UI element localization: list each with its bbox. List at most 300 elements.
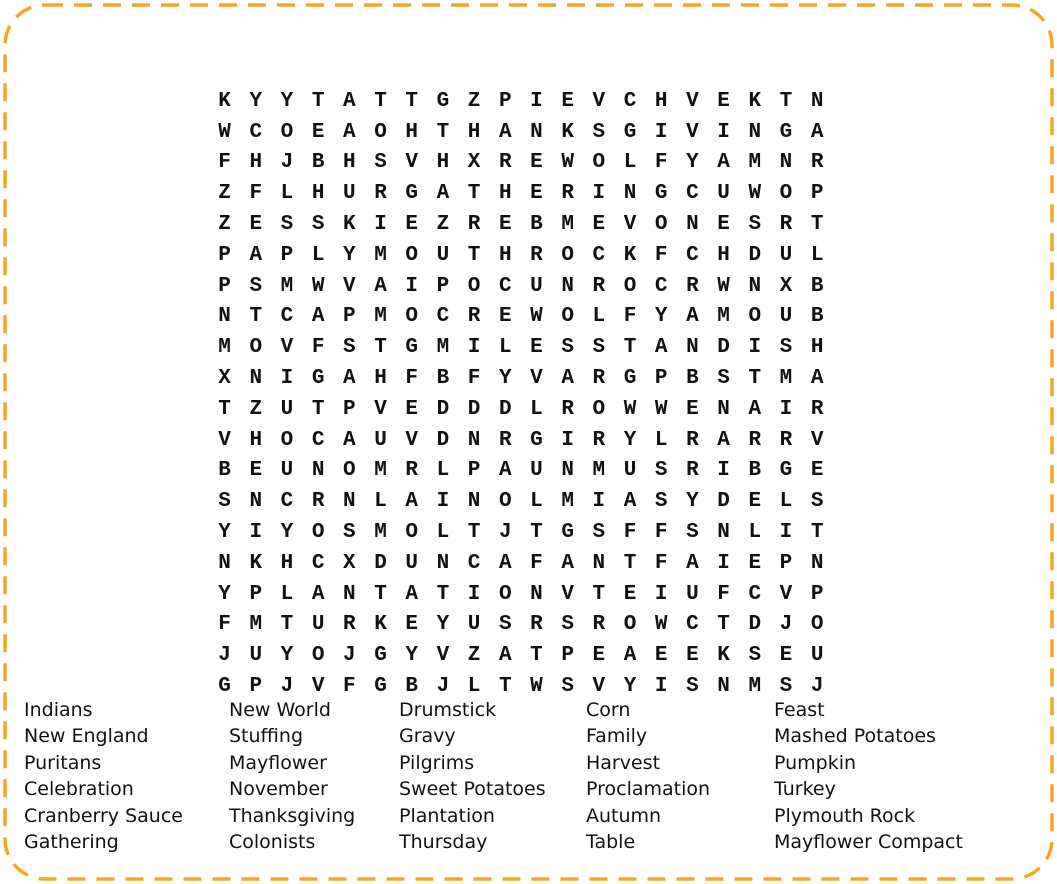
grid-letter[interactable]: A bbox=[686, 551, 699, 575]
grid-letter[interactable]: V bbox=[686, 89, 699, 113]
grid-letter[interactable]: P bbox=[810, 182, 824, 206]
grid-letter[interactable]: T bbox=[218, 397, 231, 421]
grid-letter[interactable]: M bbox=[280, 274, 294, 298]
grid-letter[interactable]: O bbox=[343, 459, 356, 483]
grid-letter[interactable]: W bbox=[654, 613, 668, 637]
grid-letter[interactable]: H bbox=[810, 336, 824, 360]
grid-letter[interactable]: J bbox=[280, 151, 294, 175]
grid-letter[interactable]: V bbox=[311, 675, 325, 699]
grid-letter[interactable]: L bbox=[592, 305, 606, 329]
grid-letter[interactable]: I bbox=[592, 182, 606, 206]
grid-letter[interactable]: R bbox=[467, 213, 481, 237]
grid-letter[interactable]: D bbox=[748, 243, 762, 267]
grid-letter[interactable]: V bbox=[779, 582, 793, 606]
grid-letter[interactable]: V bbox=[530, 367, 543, 391]
grid-letter[interactable]: B bbox=[810, 274, 824, 298]
grid-letter[interactable]: K bbox=[717, 644, 730, 668]
grid-letter[interactable]: N bbox=[686, 336, 699, 360]
grid-letter[interactable]: U bbox=[280, 397, 294, 421]
grid-letter[interactable]: E bbox=[686, 397, 699, 421]
grid-letter[interactable]: C bbox=[311, 551, 325, 575]
grid-letter[interactable]: U bbox=[343, 182, 356, 206]
grid-letter[interactable]: O bbox=[654, 213, 668, 237]
grid-letter[interactable]: P bbox=[561, 644, 574, 668]
grid-letter[interactable]: R bbox=[592, 367, 606, 391]
grid-letter[interactable]: S bbox=[561, 675, 574, 699]
grid-letter[interactable]: V bbox=[592, 89, 606, 113]
grid-letter[interactable]: I bbox=[405, 274, 419, 298]
grid-letter[interactable]: O bbox=[592, 151, 606, 175]
grid-letter[interactable]: H bbox=[280, 551, 294, 575]
grid-letter[interactable]: V bbox=[686, 120, 699, 144]
grid-letter[interactable]: L bbox=[530, 490, 543, 514]
grid-letter[interactable]: U bbox=[280, 459, 294, 483]
grid-letter[interactable]: N bbox=[218, 551, 231, 575]
grid-letter[interactable]: T bbox=[436, 582, 450, 606]
grid-letter[interactable]: H bbox=[249, 428, 263, 452]
grid-letter[interactable]: I bbox=[467, 582, 481, 606]
grid-letter[interactable]: S bbox=[561, 336, 574, 360]
grid-letter[interactable]: F bbox=[654, 243, 668, 267]
grid-letter[interactable]: S bbox=[654, 490, 668, 514]
grid-letter[interactable]: B bbox=[686, 367, 699, 391]
grid-letter[interactable]: A bbox=[374, 274, 387, 298]
grid-letter[interactable]: S bbox=[374, 151, 387, 175]
grid-letter[interactable]: C bbox=[498, 274, 512, 298]
grid-letter[interactable]: U bbox=[686, 582, 699, 606]
grid-letter[interactable]: W bbox=[218, 120, 231, 144]
grid-letter[interactable]: A bbox=[561, 551, 574, 575]
grid-letter[interactable]: Y bbox=[436, 613, 450, 637]
grid-letter[interactable]: A bbox=[810, 367, 824, 391]
grid-letter[interactable]: K bbox=[561, 120, 574, 144]
grid-letter[interactable]: O bbox=[623, 613, 637, 637]
grid-letter[interactable]: P bbox=[343, 397, 356, 421]
grid-letter[interactable]: J bbox=[343, 644, 356, 668]
grid-letter[interactable]: M bbox=[748, 151, 762, 175]
grid-letter[interactable]: G bbox=[779, 459, 793, 483]
grid-letter[interactable]: R bbox=[561, 397, 574, 421]
grid-letter[interactable]: E bbox=[654, 644, 668, 668]
grid-letter[interactable]: D bbox=[748, 613, 762, 637]
grid-letter[interactable]: R bbox=[498, 151, 512, 175]
grid-letter[interactable]: N bbox=[810, 89, 824, 113]
grid-letter[interactable]: B bbox=[810, 305, 824, 329]
grid-letter[interactable]: D bbox=[374, 551, 387, 575]
grid-letter[interactable]: N bbox=[748, 274, 762, 298]
grid-letter[interactable]: H bbox=[436, 151, 450, 175]
grid-letter[interactable]: K bbox=[218, 89, 231, 113]
grid-letter[interactable]: C bbox=[436, 305, 450, 329]
grid-letter[interactable]: E bbox=[405, 613, 419, 637]
grid-letter[interactable]: A bbox=[405, 490, 419, 514]
grid-letter[interactable]: A bbox=[498, 459, 512, 483]
grid-letter[interactable]: V bbox=[280, 336, 294, 360]
grid-letter[interactable]: U bbox=[436, 243, 450, 267]
grid-letter[interactable]: S bbox=[748, 213, 762, 237]
grid-letter[interactable]: S bbox=[810, 490, 824, 514]
grid-letter[interactable]: D bbox=[467, 397, 481, 421]
grid-letter[interactable]: O bbox=[498, 582, 512, 606]
grid-letter[interactable]: I bbox=[717, 551, 730, 575]
grid-letter[interactable]: M bbox=[436, 336, 450, 360]
grid-letter[interactable]: R bbox=[686, 459, 699, 483]
grid-letter[interactable]: L bbox=[467, 675, 481, 699]
grid-letter[interactable]: L bbox=[498, 336, 512, 360]
grid-letter[interactable]: O bbox=[280, 120, 294, 144]
grid-letter[interactable]: I bbox=[748, 336, 762, 360]
grid-letter[interactable]: M bbox=[374, 305, 387, 329]
grid-letter[interactable]: K bbox=[374, 613, 387, 637]
grid-letter[interactable]: L bbox=[623, 151, 637, 175]
grid-letter[interactable]: C bbox=[748, 582, 762, 606]
grid-letter[interactable]: E bbox=[592, 644, 606, 668]
grid-letter[interactable]: X bbox=[343, 551, 356, 575]
grid-letter[interactable]: L bbox=[810, 243, 824, 267]
grid-letter[interactable]: T bbox=[530, 644, 543, 668]
grid-letter[interactable]: H bbox=[405, 120, 419, 144]
grid-letter[interactable]: W bbox=[654, 397, 668, 421]
grid-letter[interactable]: E bbox=[561, 89, 574, 113]
grid-letter[interactable]: T bbox=[374, 582, 387, 606]
grid-letter[interactable]: A bbox=[717, 151, 730, 175]
grid-letter[interactable]: N bbox=[311, 459, 325, 483]
grid-letter[interactable]: R bbox=[686, 428, 699, 452]
grid-letter[interactable]: I bbox=[654, 675, 668, 699]
grid-letter[interactable]: V bbox=[405, 428, 419, 452]
grid-letter[interactable]: Y bbox=[218, 582, 231, 606]
grid-letter[interactable]: O bbox=[311, 644, 325, 668]
grid-letter[interactable]: E bbox=[623, 582, 637, 606]
grid-letter[interactable]: C bbox=[280, 305, 294, 329]
grid-letter[interactable]: M bbox=[374, 459, 387, 483]
grid-letter[interactable]: J bbox=[779, 613, 793, 637]
grid-letter[interactable]: D bbox=[498, 397, 512, 421]
grid-letter[interactable]: N bbox=[561, 459, 574, 483]
grid-letter[interactable]: B bbox=[530, 213, 543, 237]
grid-letter[interactable]: U bbox=[623, 459, 637, 483]
grid-letter[interactable]: R bbox=[686, 274, 699, 298]
grid-letter[interactable]: L bbox=[654, 428, 668, 452]
grid-letter[interactable]: G bbox=[623, 120, 637, 144]
grid-letter[interactable]: C bbox=[686, 243, 699, 267]
grid-letter[interactable]: L bbox=[280, 182, 294, 206]
grid-letter[interactable]: R bbox=[748, 428, 762, 452]
grid-letter[interactable]: E bbox=[748, 490, 762, 514]
grid-letter[interactable]: F bbox=[467, 367, 481, 391]
grid-letter[interactable]: E bbox=[405, 213, 419, 237]
grid-letter[interactable]: Y bbox=[343, 243, 356, 267]
grid-letter[interactable]: E bbox=[249, 459, 263, 483]
grid-letter[interactable]: O bbox=[592, 397, 606, 421]
grid-letter[interactable]: A bbox=[561, 367, 574, 391]
grid-letter[interactable]: T bbox=[498, 675, 512, 699]
grid-letter[interactable]: R bbox=[779, 428, 793, 452]
grid-letter[interactable]: Y bbox=[280, 89, 294, 113]
grid-letter[interactable]: F bbox=[218, 613, 231, 637]
grid-letter[interactable]: V bbox=[810, 428, 824, 452]
grid-letter[interactable]: A bbox=[686, 305, 699, 329]
grid-letter[interactable]: I bbox=[717, 120, 730, 144]
grid-letter[interactable]: I bbox=[779, 521, 793, 545]
grid-letter[interactable]: X bbox=[467, 151, 481, 175]
grid-letter[interactable]: T bbox=[280, 613, 294, 637]
grid-letter[interactable]: J bbox=[810, 675, 824, 699]
grid-letter[interactable]: V bbox=[623, 213, 637, 237]
grid-letter[interactable]: H bbox=[249, 151, 263, 175]
grid-letter[interactable]: O bbox=[405, 521, 419, 545]
grid-letter[interactable]: O bbox=[311, 521, 325, 545]
grid-letter[interactable]: D bbox=[436, 428, 450, 452]
grid-letter[interactable]: V bbox=[218, 428, 231, 452]
grid-letter[interactable]: P bbox=[467, 459, 481, 483]
grid-letter[interactable]: G bbox=[374, 644, 387, 668]
grid-letter[interactable]: B bbox=[405, 675, 419, 699]
grid-letter[interactable]: Z bbox=[218, 182, 231, 206]
grid-letter[interactable]: Y bbox=[249, 89, 263, 113]
grid-letter[interactable]: E bbox=[717, 213, 730, 237]
grid-letter[interactable]: K bbox=[249, 551, 263, 575]
grid-letter[interactable]: N bbox=[249, 490, 263, 514]
grid-letter[interactable]: P bbox=[218, 243, 231, 267]
grid-letter[interactable]: U bbox=[810, 644, 824, 668]
grid-letter[interactable]: Y bbox=[498, 367, 512, 391]
grid-letter[interactable]: G bbox=[654, 182, 668, 206]
grid-letter[interactable]: M bbox=[717, 305, 730, 329]
grid-letter[interactable]: E bbox=[748, 551, 762, 575]
grid-letter[interactable]: E bbox=[311, 120, 325, 144]
grid-letter[interactable]: N bbox=[623, 182, 637, 206]
grid-letter[interactable]: Y bbox=[623, 428, 637, 452]
grid-letter[interactable]: S bbox=[717, 367, 730, 391]
grid-letter[interactable]: L bbox=[374, 490, 387, 514]
grid-letter[interactable]: Y bbox=[686, 490, 699, 514]
grid-letter[interactable]: U bbox=[249, 644, 263, 668]
grid-letter[interactable]: E bbox=[530, 182, 543, 206]
grid-letter[interactable]: V bbox=[561, 582, 574, 606]
grid-letter[interactable]: T bbox=[592, 582, 606, 606]
grid-letter[interactable]: E bbox=[779, 644, 793, 668]
grid-letter[interactable]: F bbox=[530, 551, 543, 575]
grid-letter[interactable]: P bbox=[779, 551, 793, 575]
grid-letter[interactable]: H bbox=[311, 182, 325, 206]
grid-letter[interactable]: N bbox=[717, 397, 730, 421]
grid-letter[interactable]: S bbox=[218, 490, 231, 514]
grid-letter[interactable]: T bbox=[748, 367, 762, 391]
grid-letter[interactable]: A bbox=[343, 367, 356, 391]
grid-letter[interactable]: N bbox=[467, 490, 481, 514]
grid-letter[interactable]: E bbox=[498, 213, 512, 237]
grid-letter[interactable]: A bbox=[748, 397, 762, 421]
grid-letter[interactable]: J bbox=[218, 644, 231, 668]
grid-letter[interactable]: T bbox=[467, 521, 481, 545]
grid-letter[interactable]: R bbox=[592, 274, 606, 298]
grid-letter[interactable]: Z bbox=[218, 213, 231, 237]
grid-letter[interactable]: M bbox=[374, 521, 387, 545]
grid-letter[interactable]: L bbox=[748, 521, 762, 545]
grid-letter[interactable]: L bbox=[530, 397, 543, 421]
grid-letter[interactable]: E bbox=[249, 213, 263, 237]
grid-letter[interactable]: A bbox=[436, 182, 450, 206]
grid-letter[interactable]: P bbox=[654, 367, 668, 391]
grid-letter[interactable]: P bbox=[810, 582, 824, 606]
grid-letter[interactable]: M bbox=[779, 367, 793, 391]
grid-letter[interactable]: N bbox=[779, 151, 793, 175]
grid-letter[interactable]: R bbox=[592, 613, 606, 637]
grid-letter[interactable]: S bbox=[748, 644, 762, 668]
grid-letter[interactable]: N bbox=[218, 305, 231, 329]
grid-letter[interactable]: O bbox=[374, 120, 387, 144]
grid-letter[interactable]: T bbox=[405, 89, 419, 113]
grid-letter[interactable]: F bbox=[249, 182, 263, 206]
grid-letter[interactable]: F bbox=[218, 151, 231, 175]
grid-letter[interactable]: R bbox=[592, 428, 606, 452]
grid-letter[interactable]: H bbox=[654, 89, 668, 113]
grid-letter[interactable]: G bbox=[623, 367, 637, 391]
grid-letter[interactable]: F bbox=[654, 151, 668, 175]
grid-letter[interactable]: C bbox=[280, 490, 294, 514]
grid-letter[interactable]: C bbox=[249, 120, 263, 144]
grid-letter[interactable]: F bbox=[654, 521, 668, 545]
grid-letter[interactable]: S bbox=[311, 213, 325, 237]
grid-letter[interactable]: H bbox=[498, 182, 512, 206]
grid-letter[interactable]: U bbox=[311, 613, 325, 637]
grid-letter[interactable]: Y bbox=[654, 305, 668, 329]
grid-letter[interactable]: I bbox=[717, 459, 730, 483]
grid-letter[interactable]: A bbox=[405, 582, 419, 606]
grid-letter[interactable]: G bbox=[436, 89, 450, 113]
grid-letter[interactable]: A bbox=[249, 243, 263, 267]
grid-letter[interactable]: A bbox=[498, 644, 512, 668]
grid-letter[interactable]: G bbox=[218, 675, 231, 699]
grid-letter[interactable]: W bbox=[623, 397, 637, 421]
grid-letter[interactable]: A bbox=[717, 428, 730, 452]
grid-letter[interactable]: E bbox=[498, 305, 512, 329]
grid-letter[interactable]: M bbox=[748, 675, 762, 699]
grid-letter[interactable]: S bbox=[592, 336, 606, 360]
grid-letter[interactable]: U bbox=[530, 274, 543, 298]
grid-letter[interactable]: O bbox=[748, 305, 762, 329]
grid-letter[interactable]: L bbox=[280, 582, 294, 606]
grid-letter[interactable]: F bbox=[405, 367, 419, 391]
grid-letter[interactable]: T bbox=[374, 336, 387, 360]
grid-letter[interactable]: R bbox=[810, 151, 824, 175]
grid-letter[interactable]: P bbox=[249, 582, 263, 606]
grid-letter[interactable]: T bbox=[311, 397, 325, 421]
grid-letter[interactable]: S bbox=[592, 120, 606, 144]
grid-letter[interactable]: H bbox=[374, 367, 387, 391]
grid-letter[interactable]: F bbox=[623, 521, 637, 545]
grid-letter[interactable]: U bbox=[779, 305, 793, 329]
grid-letter[interactable]: B bbox=[436, 367, 450, 391]
grid-letter[interactable]: T bbox=[810, 213, 824, 237]
grid-letter[interactable]: A bbox=[311, 305, 325, 329]
grid-letter[interactable]: G bbox=[561, 521, 574, 545]
grid-letter[interactable]: W bbox=[311, 274, 325, 298]
grid-letter[interactable]: V bbox=[405, 151, 419, 175]
grid-letter[interactable]: N bbox=[561, 274, 574, 298]
grid-letter[interactable]: M bbox=[561, 213, 574, 237]
grid-letter[interactable]: A bbox=[343, 428, 356, 452]
grid-letter[interactable]: R bbox=[343, 613, 356, 637]
grid-letter[interactable]: O bbox=[405, 305, 419, 329]
grid-letter[interactable]: O bbox=[779, 182, 793, 206]
grid-letter[interactable]: S bbox=[343, 336, 356, 360]
grid-letter[interactable]: Y bbox=[686, 151, 699, 175]
grid-letter[interactable]: U bbox=[530, 459, 543, 483]
grid-letter[interactable]: N bbox=[467, 428, 481, 452]
grid-letter[interactable]: N bbox=[592, 551, 606, 575]
grid-letter[interactable]: A bbox=[623, 490, 637, 514]
grid-letter[interactable]: T bbox=[374, 89, 387, 113]
grid-letter[interactable]: B bbox=[218, 459, 231, 483]
grid-letter[interactable]: D bbox=[717, 490, 730, 514]
grid-letter[interactable]: P bbox=[343, 305, 356, 329]
grid-letter[interactable]: W bbox=[748, 182, 762, 206]
grid-letter[interactable]: P bbox=[249, 675, 263, 699]
grid-letter[interactable]: Y bbox=[280, 644, 294, 668]
grid-letter[interactable]: S bbox=[280, 213, 294, 237]
grid-letter[interactable]: C bbox=[467, 551, 481, 575]
grid-letter[interactable]: G bbox=[405, 182, 419, 206]
grid-letter[interactable]: R bbox=[530, 243, 543, 267]
grid-letter[interactable]: F bbox=[623, 305, 637, 329]
grid-letter[interactable]: H bbox=[717, 243, 730, 267]
grid-letter[interactable]: W bbox=[717, 274, 730, 298]
grid-letter[interactable]: S bbox=[686, 521, 699, 545]
grid-letter[interactable]: P bbox=[280, 243, 294, 267]
grid-letter[interactable]: O bbox=[561, 243, 574, 267]
grid-letter[interactable]: R bbox=[810, 397, 824, 421]
grid-letter[interactable]: U bbox=[467, 613, 481, 637]
grid-letter[interactable]: N bbox=[748, 120, 762, 144]
grid-letter[interactable]: T bbox=[467, 243, 481, 267]
grid-letter[interactable]: D bbox=[436, 397, 450, 421]
grid-letter[interactable]: G bbox=[779, 120, 793, 144]
grid-letter[interactable]: Z bbox=[249, 397, 263, 421]
grid-letter[interactable]: H bbox=[343, 151, 356, 175]
grid-letter[interactable]: B bbox=[748, 459, 762, 483]
grid-letter[interactable]: I bbox=[374, 213, 387, 237]
grid-letter[interactable]: A bbox=[343, 89, 356, 113]
grid-letter[interactable]: Y bbox=[218, 521, 231, 545]
grid-letter[interactable]: R bbox=[530, 613, 543, 637]
grid-letter[interactable]: Z bbox=[467, 89, 481, 113]
grid-letter[interactable]: U bbox=[717, 182, 730, 206]
grid-letter[interactable]: O bbox=[467, 274, 481, 298]
grid-letter[interactable]: S bbox=[561, 613, 574, 637]
grid-letter[interactable]: F bbox=[717, 582, 730, 606]
grid-letter[interactable]: I bbox=[280, 367, 294, 391]
grid-letter[interactable]: I bbox=[561, 428, 574, 452]
grid-letter[interactable]: T bbox=[779, 89, 793, 113]
grid-letter[interactable]: I bbox=[249, 521, 263, 545]
grid-letter[interactable]: J bbox=[436, 675, 450, 699]
grid-letter[interactable]: C bbox=[686, 182, 699, 206]
grid-letter[interactable]: U bbox=[374, 428, 387, 452]
grid-letter[interactable]: M bbox=[592, 459, 606, 483]
grid-letter[interactable]: G bbox=[374, 675, 387, 699]
grid-letter[interactable]: T bbox=[717, 613, 730, 637]
grid-letter[interactable]: G bbox=[530, 428, 543, 452]
grid-letter[interactable]: S bbox=[592, 521, 606, 545]
grid-letter[interactable]: Y bbox=[405, 644, 419, 668]
grid-letter[interactable]: Z bbox=[436, 213, 450, 237]
grid-letter[interactable]: I bbox=[592, 490, 606, 514]
grid-letter[interactable]: K bbox=[748, 89, 762, 113]
grid-letter[interactable]: C bbox=[654, 274, 668, 298]
grid-letter[interactable]: P bbox=[218, 274, 231, 298]
